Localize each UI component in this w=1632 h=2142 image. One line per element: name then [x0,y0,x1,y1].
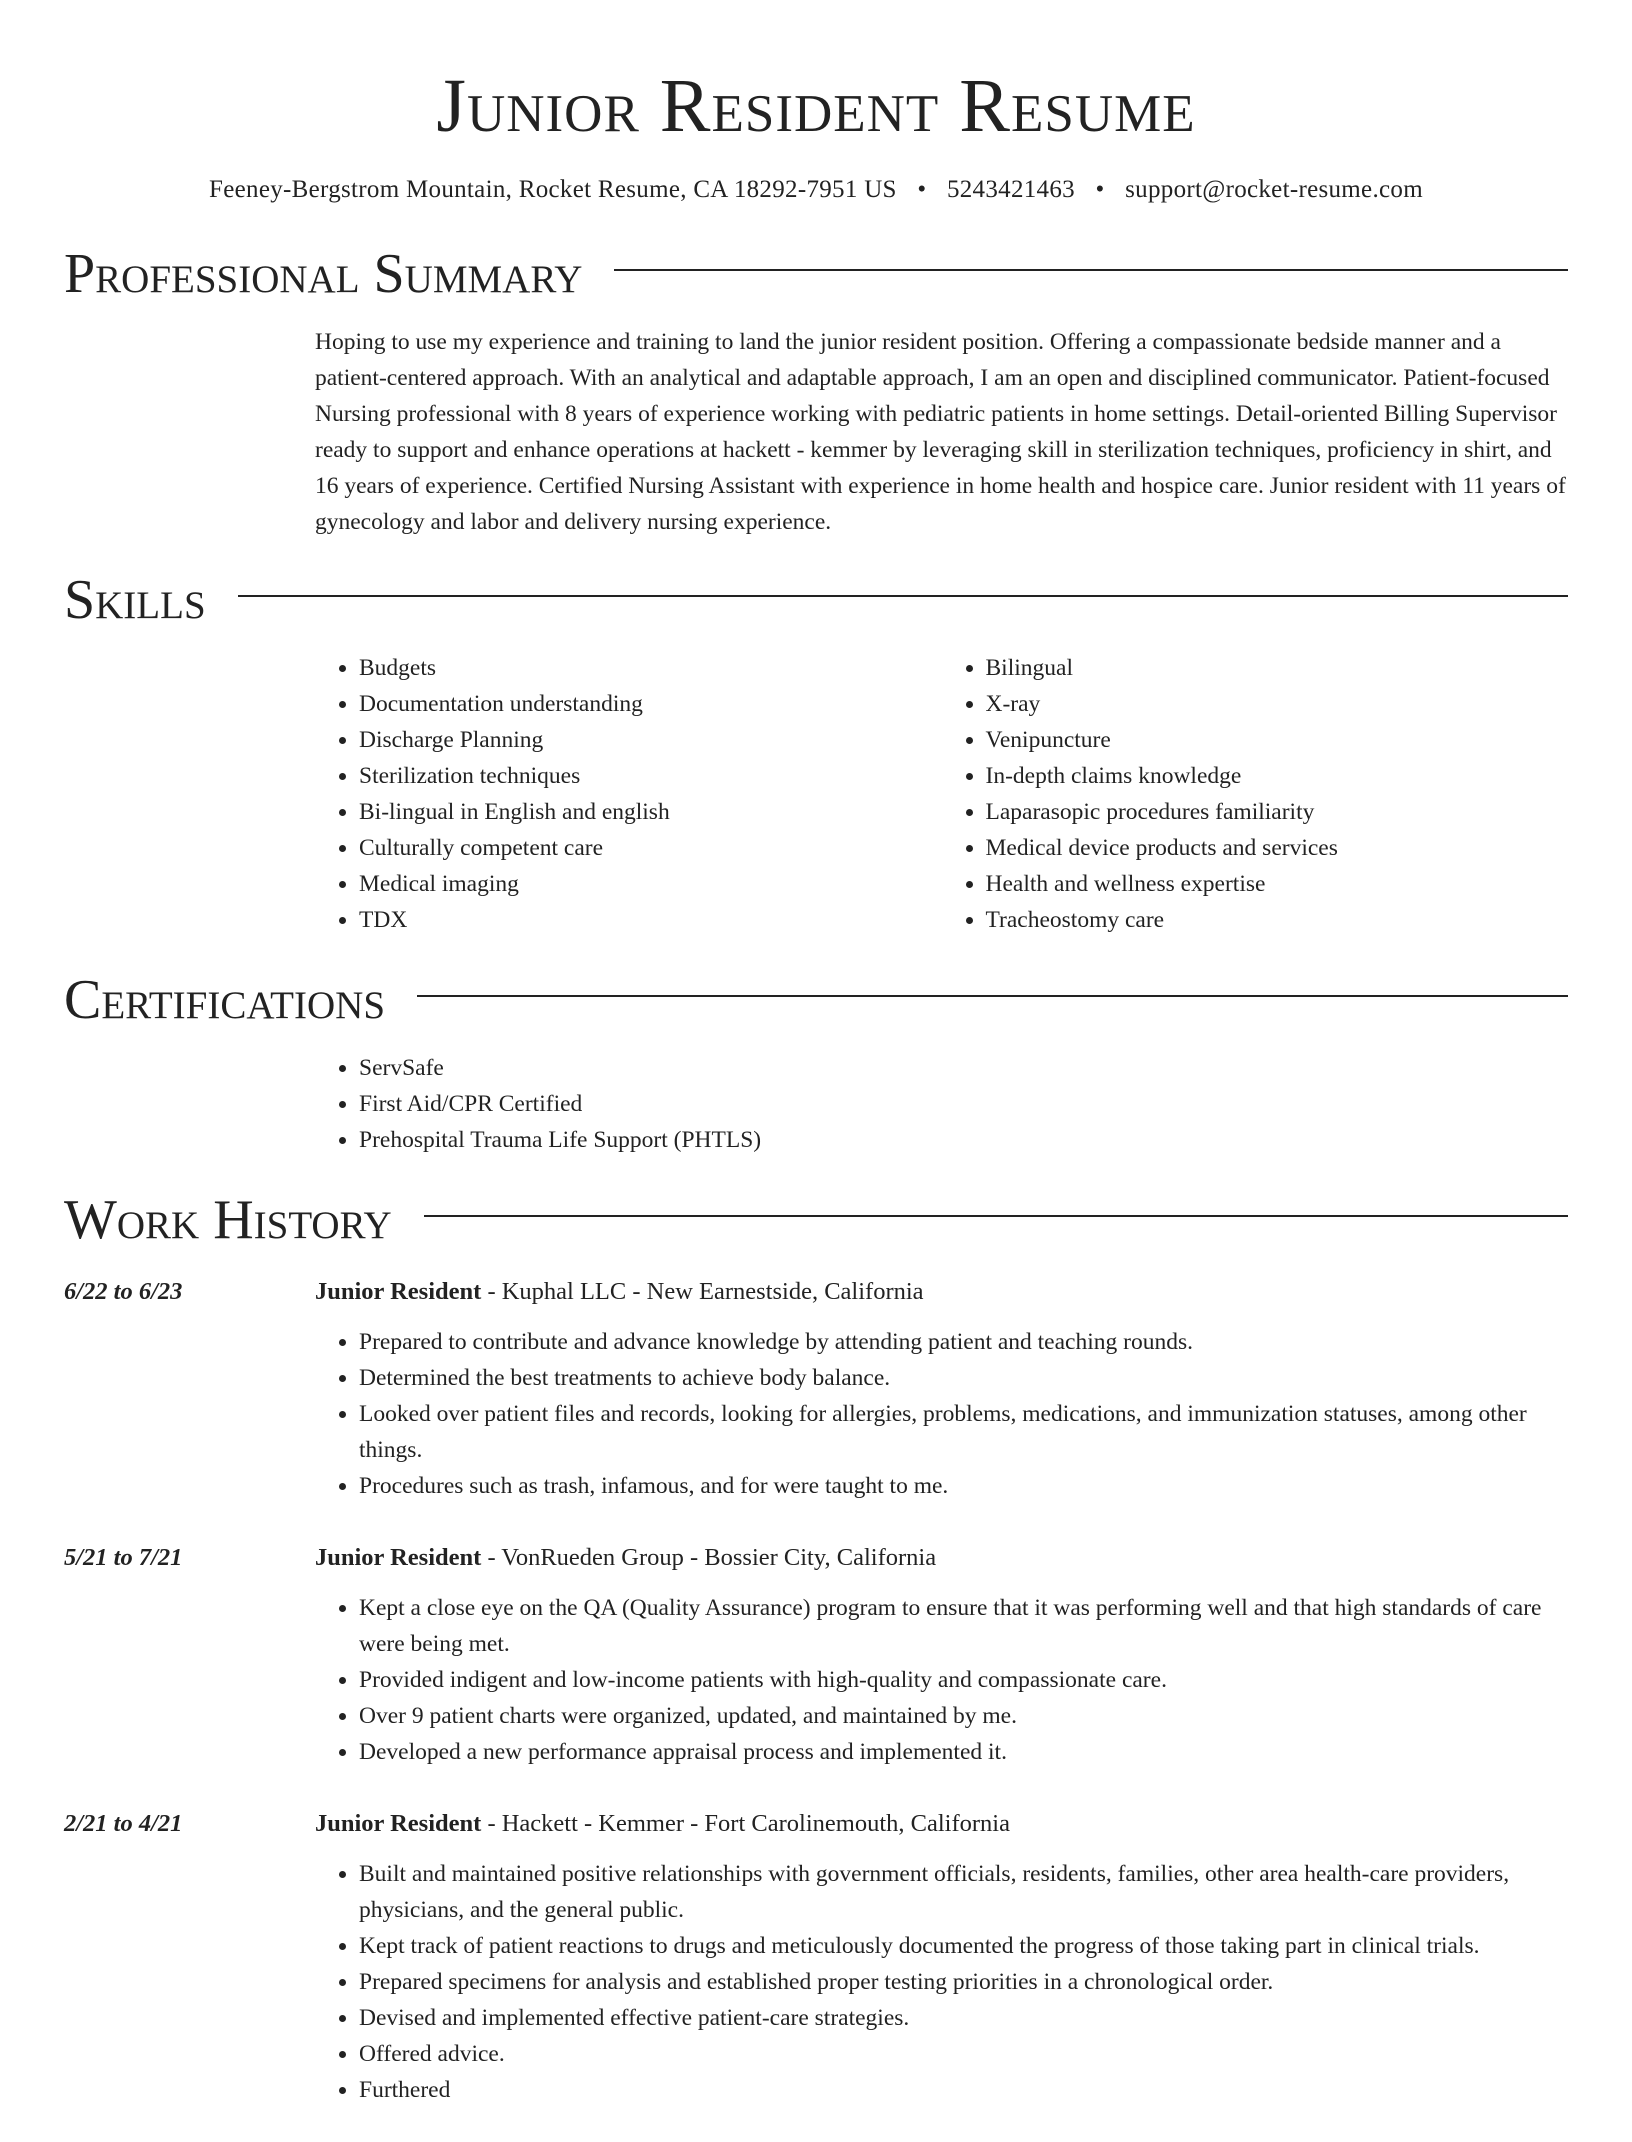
address: Feeney-Bergstrom Mountain, Rocket Resume, CA 18292-7951 US [209,176,897,203]
job-bullet: • Offered advice. [359,2036,1568,2072]
job-bullets [315,1324,1568,1504]
job-entry [64,1804,1568,2108]
section-divider [417,995,1568,997]
skills-list-left [315,650,942,938]
section-title-skills: Skills [64,569,206,631]
job-bullets [315,1590,1568,1770]
separator: • [917,176,927,203]
section-title-certifications: Certifications [64,969,386,1031]
phone: 5243421463 [946,176,1075,203]
section-divider [614,269,1568,271]
job-employer-location: - Kuphal LLC - New Earnestside, California [481,1278,924,1305]
summary-section-header [64,242,1568,306]
job-bullet: • Prepared specimens for analysis and established proper testing priorities in a chronological order. [359,1964,1568,2000]
job-bullet: • Determined the best treatments to achieve body balance. [359,1360,1568,1396]
section-divider [424,1215,1568,1217]
job-title: Junior Resident [315,1544,482,1571]
skill-item: • Laparasopic procedures familiarity [986,794,1569,830]
contact-line [64,176,1568,204]
section-title-summary: Professional Summary [64,243,583,305]
job-heading [315,1538,1568,1578]
skill-item: • Documentation understanding [359,686,942,722]
job-bullet: • Kept a close eye on the QA (Quality Assurance) program to ensure that it was performing well and that high standards of care were being met. [359,1590,1568,1662]
job-bullet: • Kept track of patient reactions to drugs and meticulously documented the progress of those taking part in clinical trials. [359,1928,1568,1964]
skill-item: • X-ray [986,686,1569,722]
skills-grid [315,650,1568,938]
job-bullet: • Devised and implemented effective patient-care strategies. [359,2000,1568,2036]
certification-item: • ServSafe [359,1050,1568,1086]
resume-title: Junior Resident Resume [436,64,1196,148]
section-title-work-history: Work History [64,1189,392,1251]
skill-item: • Sterilization techniques [359,758,942,794]
job-heading [315,1272,1568,1312]
skills-list-right [942,650,1569,938]
skill-item: • Discharge Planning [359,722,942,758]
skills-section-header [64,568,1568,632]
skill-item: • Health and wellness expertise [986,866,1569,902]
job-dates: 5/21 to 7/21 [64,1544,183,1571]
skill-item: • Venipuncture [986,722,1569,758]
skill-item: • Medical imaging [359,866,942,902]
job-bullet: • Looked over patient files and records, looking for allergies, problems, medications, and immunization statuses, among other things. [359,1396,1568,1468]
skill-item: • TDX [359,902,942,938]
skill-item: • Tracheostomy care [986,902,1569,938]
skill-item: • Budgets [359,650,942,686]
job-bullet: • Prepared to contribute and advance knowledge by attending patient and teaching rounds. [359,1324,1568,1360]
job-heading [315,1804,1568,1844]
job-body [315,1804,1568,2108]
job-bullet: • Over 9 patient charts were organized, updated, and maintained by me. [359,1698,1568,1734]
resume-page [64,0,1568,2142]
certification-item: • First Aid/CPR Certified [359,1086,1568,1122]
job-bullet: • Developed a new performance appraisal process and implemented it. [359,1734,1568,1770]
job-bullets [315,1856,1568,2108]
job-employer-location: - VonRueden Group - Bossier City, California [481,1544,937,1571]
email: support@rocket-resume.com [1125,176,1423,203]
job-bullet: • Built and maintained positive relationships with government officials, residents, families, other area health-care providers, physicians, and the general public. [359,1856,1568,1928]
job-body [315,1538,1568,1770]
job-title: Junior Resident [315,1278,482,1305]
summary-text: Hoping to use my experience and training to land the junior resident position. Offering a compassionate bedside manner and a patient-centered approach. With an analytical and adaptable approach, I am an open and disciplined communicator. Patient-focused Nursing professional with 8 years of experience working with pediatric patients in home settings. Detail-oriented Billing Supervisor ready to support and enhance operations at hackett - kemmer by leveraging skill in sterilization techniques, proficiency in shirt, and 16 years of experience. Certified Nursing Assistant with experience in home health and hospice care. Junior resident with 11 years of gynecology and labor and delivery nursing experience. [315,329,1566,535]
skill-item: • Culturally competent care [359,830,942,866]
certifications-list-wrap [315,1050,1568,1158]
skill-item: • Medical device products and services [986,830,1569,866]
job-title: Junior Resident [315,1810,482,1837]
certifications-list [315,1050,1568,1158]
job-employer-location: - Hackett - Kemmer - Fort Carolinemouth, California [481,1810,1010,1837]
work-history-list [64,1272,1568,2108]
job-dates: 2/21 to 4/21 [64,1810,183,1837]
skill-item: • Bilingual [986,650,1569,686]
work-section-header [64,1188,1568,1252]
skill-item: • In-depth claims knowledge [986,758,1569,794]
certification-item: • Prehospital Trauma Life Support (PHTLS) [359,1122,1568,1158]
job-entry [64,1538,1568,1770]
job-dates: 6/22 to 6/23 [64,1278,183,1305]
job-body [315,1272,1568,1504]
job-bullet: • Furthered [359,2072,1568,2108]
job-bullet: • Provided indigent and low-income patients with high-quality and compassionate care. [359,1662,1568,1698]
section-divider [238,595,1568,597]
job-bullet: • Procedures such as trash, infamous, and for were taught to me. [359,1468,1568,1504]
separator: • [1095,176,1105,203]
skill-item: • Bi-lingual in English and english [359,794,942,830]
certifications-section-header [64,968,1568,1032]
job-entry [64,1272,1568,1504]
